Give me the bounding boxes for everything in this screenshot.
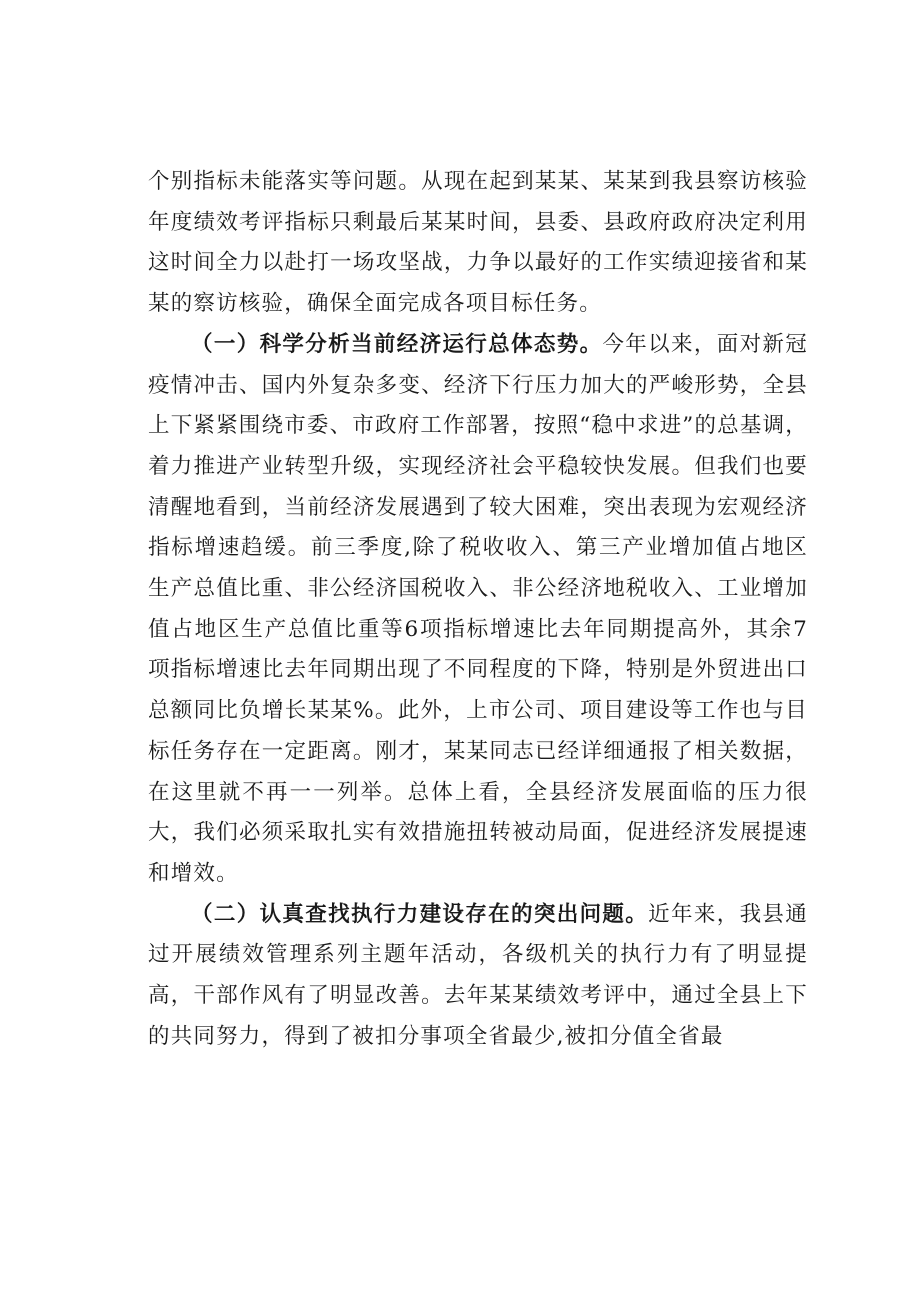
- section-heading-1: （一）科学分析当前经济运行总体态势。: [191, 331, 603, 357]
- section-heading-2: （二）认真查找执行力建设存在的突出问题。: [191, 901, 649, 927]
- paragraph-continuation: [148, 162, 808, 325]
- paragraph-section-1: [148, 325, 808, 895]
- paragraph-text: 个别指标未能落实等问题。从现在起到某某、某某到我县察访核验年度绩效考评指标只剩最后某某时间，县委、县政府政府决定利用这时间全力以赴打一场攻坚战，力争以最好的工作实绩迎接省和某某的察访核验，确保全面完成各项目标任务。: [148, 169, 808, 317]
- paragraph-text: 近年来，我县通过开展绩效管理系列主题年活动，各级机关的执行力有了明显提高，干部作风有了明显改善。去年某某绩效考评中，通过全县上下的共同努力，得到了被扣分事项全省最少,被扣分值全省最: [148, 901, 808, 1049]
- paragraph-text: 今年以来，面对新冠疫情冲击、国内外复杂多变、经济下行压力加大的严峻形势，全县上下紧紧围绕市委、市政府工作部署，按照“稳中求进”的总基调，着力推进产业转型升级，实现经济社会平稳较快发展。但我们也要清醒地看到，当前经济发展遇到了较大困难，突出表现为宏观经济指标增速趋缓。前三季度,除了税收收入、第三产业增加值占地区生产总值比重、非公经济国税收入、非公经济地税收入、工业增加值占地区生产总值比重等6项指标增速比去年同期提高外，其余7项指标增速比去年同期出现了不同程度的下降，特别是外贸进出口总额同比负增长某某%。此外，上市公司、项目建设等工作也与目标任务存在一定距离。刚才，某某同志已经详细通报了相关数据，在这里就不再一一列举。总体上看，全县经济发展面临的压力很大，我们必须采取扎实有效措施扭转被动局面，促进经济发展提速和增效。: [148, 331, 808, 886]
- paragraph-section-2: [148, 895, 808, 1058]
- document-page: [148, 162, 808, 1057]
